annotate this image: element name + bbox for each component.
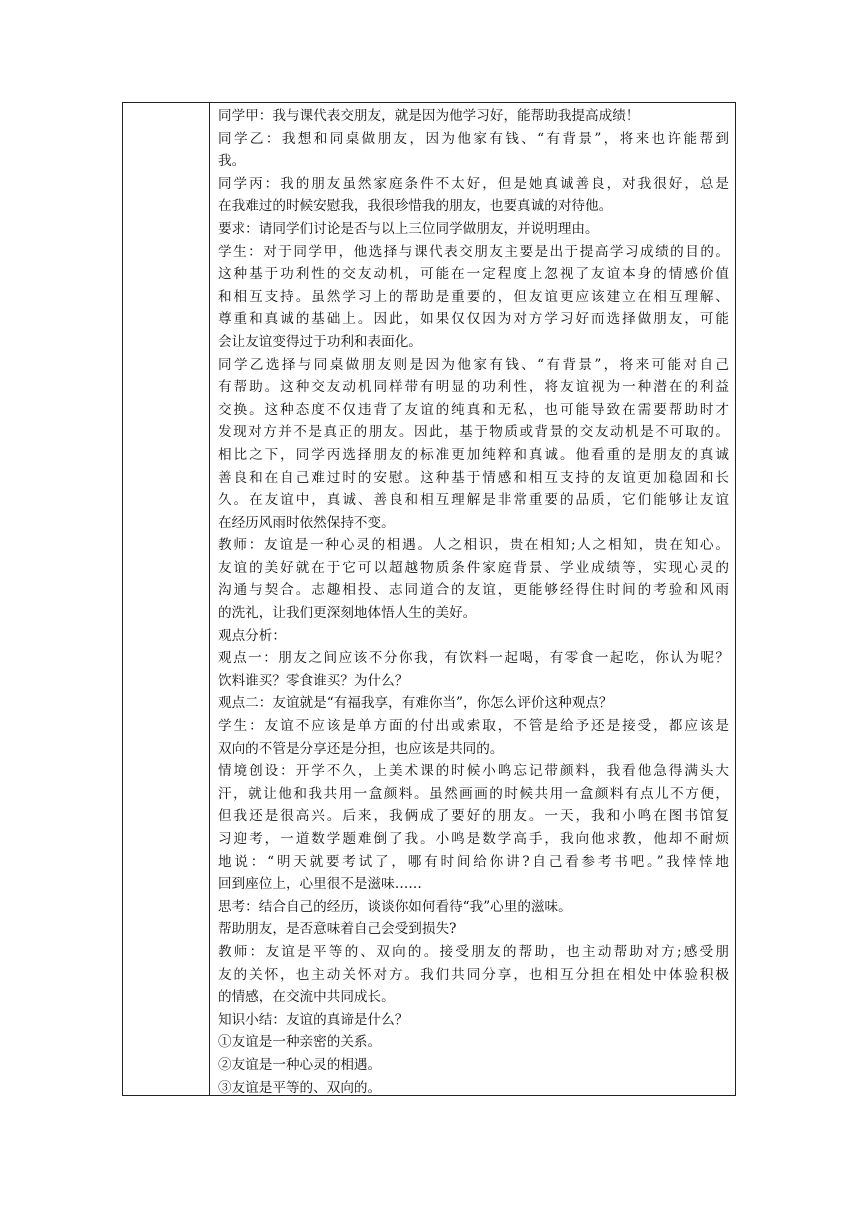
text-line: 尊重和真诚的基础上。因此，如果仅仅因为对方学习好而选择做朋友，可能 [218, 311, 729, 328]
lesson-table [122, 102, 736, 1096]
text-line: 观点分析： [218, 627, 286, 644]
lesson-content-cell [210, 103, 735, 1095]
text-line: 相比之下，同学丙选择朋友的标准更加纯粹和真诚。他看重的是朋友的真诚 [218, 446, 729, 463]
text-line: 回到座位上，心里很不是滋味…… [218, 876, 422, 893]
text-line: 同学乙：我想和同桌做朋友，因为他家有钱、“有背景”，将来也许能帮到 [218, 130, 729, 147]
text-line: 教师：友谊是平等的、双向的。接受朋友的帮助，也主动帮助对方;感受朋 [218, 943, 729, 960]
text-line: 帮助朋友，是否意味着自己会受到损失? [218, 921, 457, 938]
text-line: ②友谊是一种心灵的相遇。 [218, 1056, 382, 1073]
text-line: ③友谊是平等的、双向的。 [218, 1079, 382, 1096]
text-line: 我。 [218, 153, 246, 170]
text-line: 情境创设：开学不久，上美术课的时候小鸣忘记带颜料，我看他急得满头大 [218, 763, 729, 780]
text-line: 同学丙：我的朋友虽然家庭条件不太好，但是她真诚善良，对我很好，总是 [218, 175, 729, 192]
text-line: 同学乙选择与同桌做朋友则是因为他家有钱、“有背景”，将来可能对自己 [218, 356, 729, 373]
text-line: 交换。这种态度不仅违背了友谊的纯真和无私，也可能导致在需要帮助时才 [218, 401, 729, 418]
text-line: 汗，就让他和我共用一盒颜料。虽然画画的时候共用一盒颜料有点儿不方便， [218, 785, 729, 802]
text-line: 发现对方并不是真正的朋友。因此，基于物质或背景的交友动机是不可取的。 [218, 424, 729, 441]
text-line: 教师：友谊是一种心灵的相遇。人之相识，贵在相知;人之相知，贵在知心。 [218, 537, 729, 554]
text-line: 久。在友谊中，真诚、善良和相互理解是非常重要的品质，它们能够让友谊 [218, 492, 729, 509]
text-line: 会让友谊变得过于功利和表面化。 [218, 333, 422, 350]
text-line: 这种基于功利性的交友动机，可能在一定程度上忽视了友谊本身的情感价值 [218, 266, 729, 283]
text-line: 善良和在自己难过时的安慰。这种基于情感和相互支持的友谊更加稳固和长 [218, 469, 729, 486]
text-line: 友的关怀，也主动关怀对方。我们共同分享，也相互分担在相处中体验积极 [218, 966, 729, 983]
text-line: 思考：结合自己的经历，谈谈你如何看待“我”心里的滋味。 [218, 898, 572, 915]
text-line: 饮料谁买？零食谁买？为什么？ [218, 672, 409, 689]
text-line: 沟通与契合。志趣相投、志同道合的友谊，更能够经得住时间的考验和风雨 [218, 582, 729, 599]
text-line: 友谊的美好就在于它可以超越物质条件家庭背景、学业成绩等，实现心灵的 [218, 559, 729, 576]
text-line: 在经历风雨时依然保持不变。 [218, 514, 395, 531]
text-line: 的洗礼，让我们更深刻地体悟人生的美好。 [218, 605, 477, 622]
text-line: 要求：请同学们讨论是否与以上三位同学做朋友，并说明理由。 [218, 220, 599, 237]
text-line: 有帮助。这种交友动机同样带有明显的功利性，将友谊视为一种潜在的利益 [218, 379, 729, 396]
text-line: 在我难过的时候安慰我，我很珍惜我的朋友，也要真诚的对待他。 [218, 198, 613, 215]
text-line: ①友谊是一种亲密的关系。 [218, 1034, 382, 1051]
text-line: 观点一：朋友之间应该不分你我，有饮料一起喝，有零食一起吃，你认为呢？ [218, 650, 729, 667]
text-line: 学生：对于同学甲，他选择与课代表交朋友主要是出于提高学习成绩的目的。 [218, 243, 729, 260]
text-line: 知识小结：友谊的真谛是什么？ [218, 1011, 409, 1028]
text-line: 学生：友谊不应该是单方面的付出或索取，不管是给予还是接受，都应该是 [218, 718, 729, 735]
text-line: 地说：“明天就要考试了，哪有时间给你讲?自己看参考书吧。”我悻悻地 [218, 853, 729, 870]
text-line: 观点二：友谊就是“有福我享，有难你当”，你怎么评价这种观点？ [218, 695, 613, 712]
text-line: 习迎考，一道数学题难倒了我。小鸣是数学高手，我向他求教，他却不耐烦 [218, 831, 729, 847]
text-line: 的情感，在交流中共同成长。 [218, 989, 395, 1006]
text-line: 双向的不管是分享还是分担，也应该是共同的。 [218, 740, 504, 757]
text-line: 和相互支持。虽然学习上的帮助是重要的，但友谊更应该建立在相互理解、 [218, 288, 729, 305]
left-column-cell [123, 103, 209, 1095]
text-line: 但我还是很高兴。后来，我俩成了要好的朋友。一天，我和小鸣在图书馆复 [218, 808, 729, 825]
text-line: 同学甲：我与课代表交朋友，就是因为他学习好，能帮助我提高成绩！ [218, 108, 640, 124]
